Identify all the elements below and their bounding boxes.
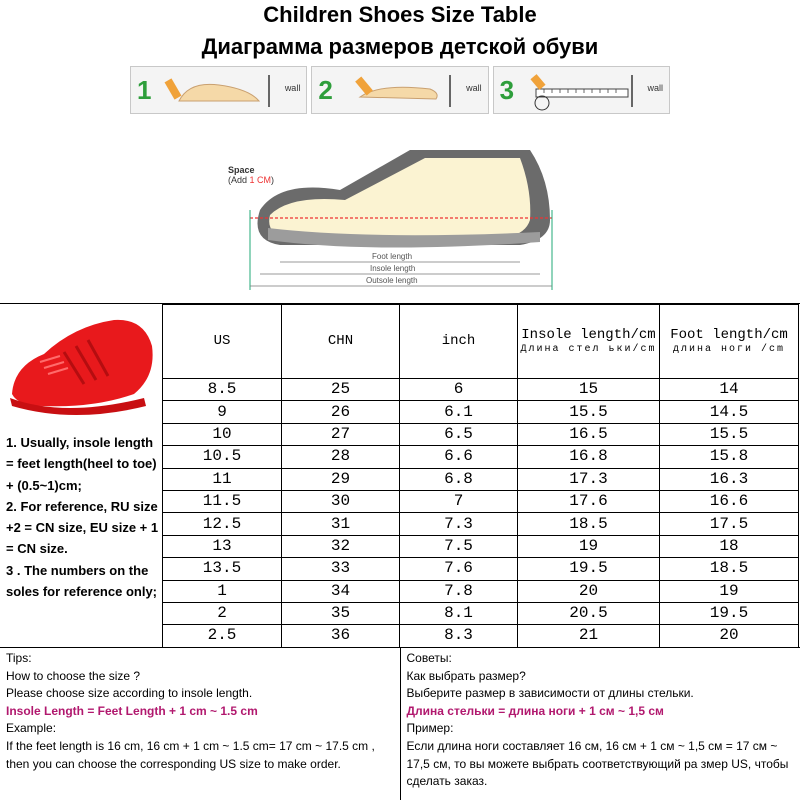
cell-us: 13 (163, 535, 282, 557)
tips-example: Если длина ноги составляет 16 см, 16 см + 1 см ~ 1,5 см = 17 см ~ 17,5 см, то вы можете выбрать соответствующий ра змер US, чтобы сделать заказ. (406, 738, 789, 789)
table-row (163, 446, 799, 468)
header-inch: inch (400, 305, 518, 379)
cell-insole: 18.5 (518, 513, 660, 535)
cell-us: 11.5 (163, 490, 282, 512)
cell-foot: 19 (660, 580, 799, 602)
table-row (163, 580, 799, 602)
tips-formula: Insole Length = Feet Length + 1 cm ~ 1.5 cm (6, 703, 258, 718)
cell-inch: 6 (400, 379, 518, 401)
cell-inch: 6.1 (400, 401, 518, 423)
cell-foot: 18 (660, 535, 799, 557)
cell-foot: 15.5 (660, 423, 799, 445)
note-3: 3 . The numbers on the soles for reference only; (6, 562, 157, 600)
wall-label: wall (647, 83, 663, 93)
table-row (163, 558, 799, 580)
cell-us: 2 (163, 602, 282, 624)
wall-label: wall (466, 83, 482, 93)
table-row (163, 602, 799, 624)
cell-insole: 17.3 (518, 468, 660, 490)
step-2 (311, 66, 488, 114)
cell-insole: 20.5 (518, 602, 660, 624)
cell-insole: 17.6 (518, 490, 660, 512)
insole-length-label: Insole length (370, 264, 416, 273)
step-1 (130, 66, 307, 114)
tips-heading: Советы: (406, 651, 452, 665)
header-insole: Insole length/cm Длина стел ьки/cm (518, 305, 660, 379)
cell-inch: 7 (400, 490, 518, 512)
mark-toe-icon (340, 71, 460, 111)
tips-instruction: Please choose size according to insole length. (6, 686, 253, 701)
cell-insole: 20 (518, 580, 660, 602)
table-row (163, 468, 799, 490)
cell-inch: 7.8 (400, 580, 518, 602)
cell-chn: 28 (282, 446, 400, 468)
table-row (163, 423, 799, 445)
tips-example: If the feet length is 16 cm, 16 cm + 1 cm ~ 1.5 cm= 17 cm ~ 17.5 cm , then you can choose the corresponding US size to make order. (6, 738, 375, 771)
cell-chn: 31 (282, 513, 400, 535)
header-foot: Foot length/cm длина ноги /cm (660, 305, 799, 379)
cell-chn: 36 (282, 625, 400, 647)
cell-us: 10 (163, 423, 282, 445)
cell-insole: 19 (518, 535, 660, 557)
note-1: 1. Usually, insole length = feet length(heel to toe) + (0.5~1)cm; (6, 435, 157, 493)
cell-us: 10.5 (163, 446, 282, 468)
cell-chn: 35 (282, 602, 400, 624)
cell-chn: 25 (282, 379, 400, 401)
cell-chn: 30 (282, 490, 400, 512)
cell-chn: 32 (282, 535, 400, 557)
table-row (163, 513, 799, 535)
table-row (163, 490, 799, 512)
tips-question: Как выбрать размер? (406, 668, 526, 683)
foot-length-label: Foot length (372, 252, 413, 261)
cell-inch: 8.1 (400, 602, 518, 624)
tips-russian (401, 648, 800, 800)
cell-foot: 16.3 (660, 468, 799, 490)
tips-formula: Длина стельки = длина ноги + 1 см ~ 1,5 см (406, 703, 664, 718)
cell-us: 8.5 (163, 379, 282, 401)
cell-foot: 19.5 (660, 602, 799, 624)
header-us: US (163, 305, 282, 379)
tips-section (0, 647, 800, 800)
tips-question: How to choose the size ? (6, 668, 141, 683)
cell-inch: 6.8 (400, 468, 518, 490)
cell-inch: 8.3 (400, 625, 518, 647)
cell-foot: 20 (660, 625, 799, 647)
cell-insole: 15 (518, 379, 660, 401)
cell-foot: 14 (660, 379, 799, 401)
cell-inch: 7.5 (400, 535, 518, 557)
space-label: Space (Add 1 CM) (228, 165, 275, 185)
cell-insole: 15.5 (518, 401, 660, 423)
cell-foot: 17.5 (660, 513, 799, 535)
cell-us: 11 (163, 468, 282, 490)
tips-english (0, 648, 401, 800)
cell-insole: 16.8 (518, 446, 660, 468)
cell-foot: 18.5 (660, 558, 799, 580)
title-english: Children Shoes Size Table (263, 2, 537, 27)
table-row (163, 535, 799, 557)
cell-chn: 33 (282, 558, 400, 580)
ruler-icon (522, 71, 642, 111)
cell-foot: 14.5 (660, 401, 799, 423)
sneaker-icon (4, 306, 160, 424)
cell-us: 2.5 (163, 625, 282, 647)
cell-chn: 34 (282, 580, 400, 602)
size-table (162, 304, 799, 648)
header-chn: CHN (282, 305, 400, 379)
step-3 (493, 66, 670, 114)
table-row (163, 625, 799, 647)
cell-insole: 21 (518, 625, 660, 647)
cell-inch: 6.5 (400, 423, 518, 445)
measurement-steps (130, 66, 670, 114)
cell-us: 9 (163, 401, 282, 423)
cell-inch: 7.6 (400, 558, 518, 580)
heel-against-wall-icon (159, 71, 279, 111)
tips-example-label: Пример: (406, 721, 454, 736)
cell-chn: 27 (282, 423, 400, 445)
step-number: 1 (137, 75, 152, 105)
cell-chn: 29 (282, 468, 400, 490)
step-number: 3 (499, 75, 515, 105)
tips-heading: Tips: (6, 651, 32, 665)
cell-us: 12.5 (163, 513, 282, 535)
tips-example-label: Example: (6, 721, 57, 736)
cell-insole: 19.5 (518, 558, 660, 580)
size-notes (6, 432, 162, 602)
cell-insole: 16.5 (518, 423, 660, 445)
table-row (163, 401, 799, 423)
cell-us: 13.5 (163, 558, 282, 580)
title-russian: Диаграмма размеров детской обуви (201, 34, 599, 59)
outsole-length-label: Outsole length (366, 276, 418, 285)
foot-in-shoe-diagram (220, 140, 580, 300)
cell-inch: 7.3 (400, 513, 518, 535)
wall-label: wall (284, 83, 301, 93)
cell-chn: 26 (282, 401, 400, 423)
cell-foot: 16.6 (660, 490, 799, 512)
table-row (163, 379, 799, 401)
tips-instruction: Выберите размер в зависимости от длины стельки. (406, 686, 694, 701)
step-number: 2 (318, 75, 333, 105)
note-2: 2. For reference, RU size +2 = CN size, EU size + 1 = CN size. (6, 498, 159, 557)
red-sneaker-image (4, 306, 160, 424)
cell-inch: 6.6 (400, 446, 518, 468)
cell-us: 1 (163, 580, 282, 602)
table-header-row (163, 305, 799, 379)
cell-foot: 15.8 (660, 446, 799, 468)
